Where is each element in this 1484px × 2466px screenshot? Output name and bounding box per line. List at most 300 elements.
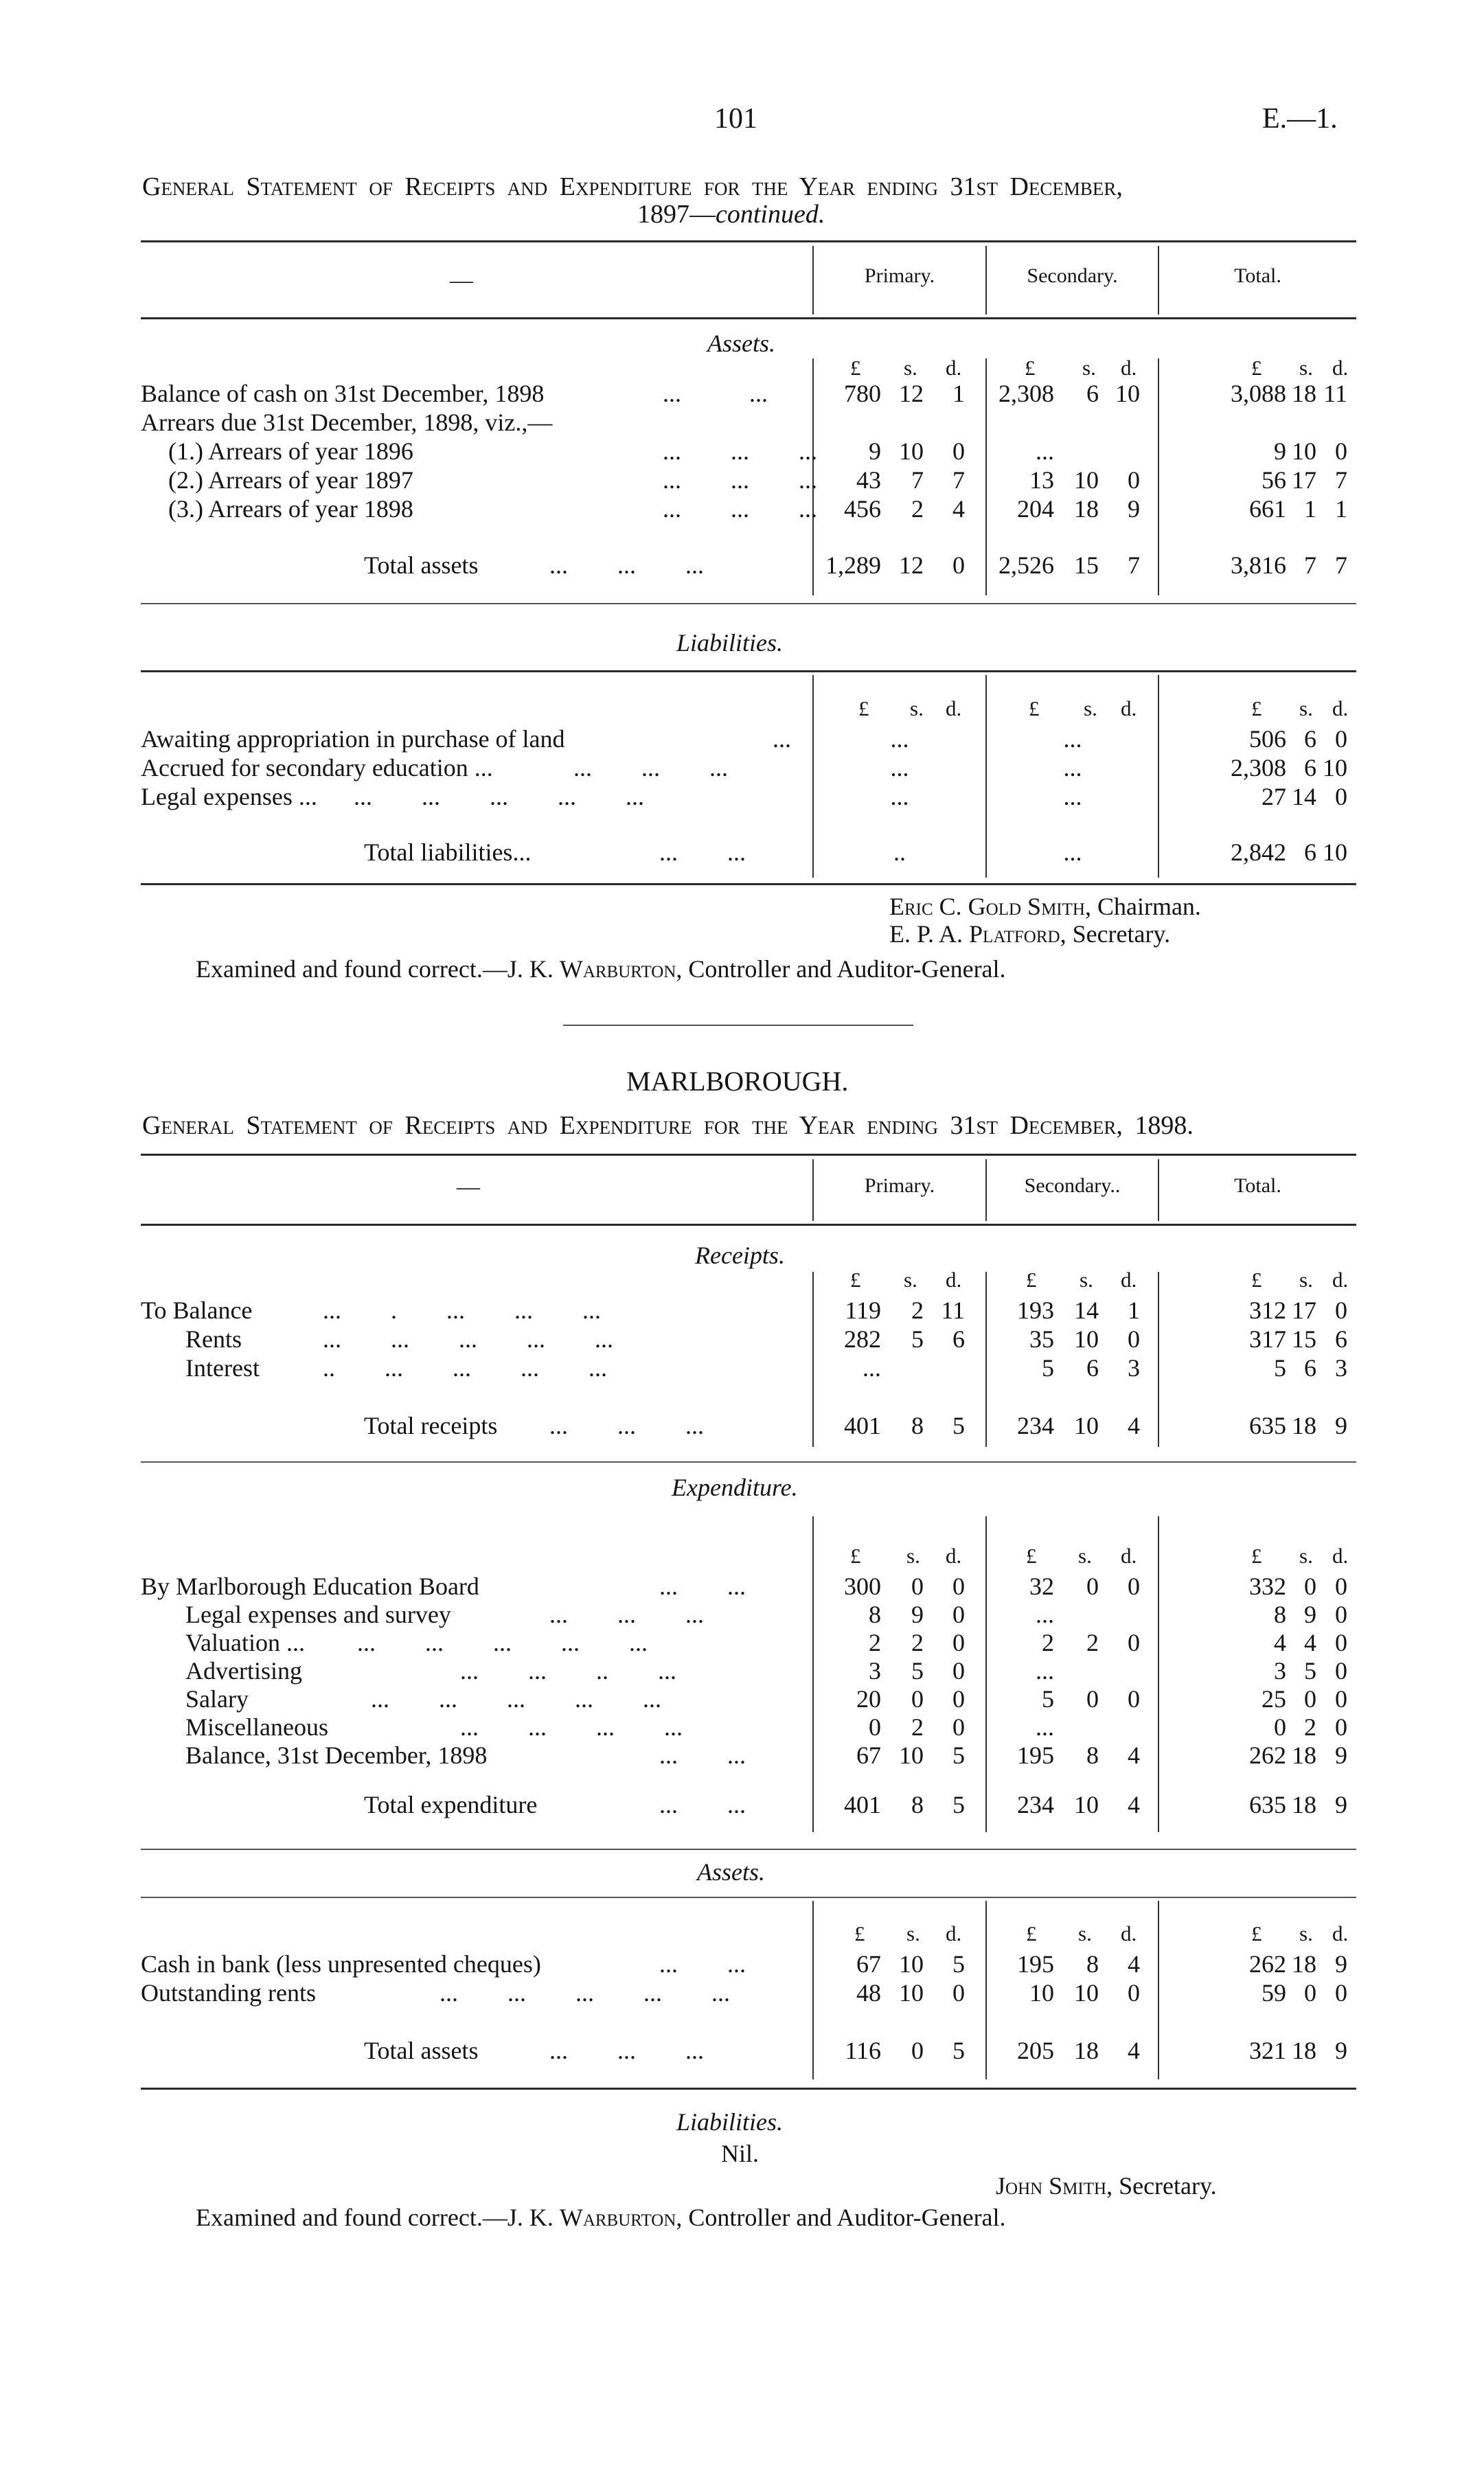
currency-pounds: £ (1251, 356, 1262, 380)
primary-amount: 0 (952, 437, 965, 465)
secondary-amount: ... (1063, 754, 1082, 781)
total-amount: 0 (1335, 783, 1347, 810)
secondary-amount: 2 (1086, 1629, 1099, 1656)
primary-amount: 2 (911, 1297, 924, 1324)
total-amount: 10 (1323, 838, 1347, 866)
primary-amount: 5 (952, 1742, 965, 1769)
row-label: Awaiting appropriation in purchase of land (141, 725, 565, 753)
primary-amount: 282 (844, 1325, 881, 1353)
signature-secretary: John Smith, Secretary. (996, 2172, 1217, 2200)
secondary-amount: 0 (1086, 1573, 1099, 1600)
total-amount: 5 (952, 1791, 965, 1818)
primary-amount: 67 (856, 1742, 881, 1769)
total-amount: 25 (1262, 1685, 1286, 1713)
col-header-blank: — (457, 1174, 480, 1200)
leader-dots: ... ... (659, 1791, 746, 1818)
primary-amount: 9 (911, 1601, 924, 1628)
currency-shillings: s. (1080, 1268, 1093, 1292)
secondary-amount: 10 (1074, 466, 1099, 494)
total-amount: 1,289 (825, 551, 881, 579)
total-amount: 0 (1335, 1629, 1347, 1656)
col-header-total: Total. (1234, 264, 1281, 287)
row-label: Interest (185, 1354, 260, 1382)
table-header-rule (141, 317, 1356, 319)
total-amount: 6 (1304, 1354, 1316, 1382)
primary-amount: 0 (869, 1713, 881, 1741)
row-label: Advertising (185, 1657, 302, 1685)
row-label: Cash in bank (less unpresented cheques) (141, 1950, 541, 1978)
secondary-amount: ... (1036, 1601, 1054, 1628)
secondary-amount: 10 (1029, 1979, 1054, 2007)
leader-dots: ... (773, 725, 791, 753)
col-header-primary: Primary. (864, 1174, 935, 1197)
total-amount: 14 (1292, 783, 1316, 810)
separator-rule (563, 1025, 913, 1026)
total-amount: 18 (1292, 2037, 1316, 2064)
col-header-secondary: Secondary. (1027, 264, 1118, 287)
currency-pence: d. (1332, 1921, 1349, 1945)
primary-amount: 780 (844, 380, 881, 407)
currency-pence: d. (1121, 696, 1137, 720)
total-amount: 6 (1304, 754, 1316, 781)
secondary-amount: 0 (1128, 1685, 1140, 1713)
section-heading-liabilities: Liabilities. (676, 629, 784, 657)
secondary-amount: 4 (1128, 1742, 1140, 1769)
row-label: To Balance (141, 1297, 253, 1324)
total-amount: 401 (844, 1412, 881, 1439)
total-label: Total assets (364, 2037, 479, 2064)
leader-dots: ... ... (659, 1950, 746, 1978)
secondary-amount: ... (1063, 783, 1082, 810)
currency-pounds: £ (1026, 1268, 1037, 1292)
leader-dots: .. ... ... ... ... (323, 1354, 607, 1382)
leader-dots: ... ... ... (573, 754, 728, 781)
total-amount: 2 (1304, 1713, 1316, 1741)
primary-amount: 0 (952, 1685, 965, 1713)
table-header-rule (141, 1224, 1356, 1226)
row-label: By Marlborough Education Board (141, 1573, 479, 1600)
statement-title: General Statement of Receipts and Expenditure for the Year ending 31st December, (142, 172, 1123, 201)
total-amount: .. (893, 838, 906, 866)
statement-title-year: 1897—continued. (637, 200, 825, 229)
row-label: Accrued for secondary education ... (141, 754, 493, 781)
currency-pounds: £ (1025, 356, 1036, 380)
secondary-amount: 3 (1128, 1354, 1140, 1382)
secondary-amount: 193 (1017, 1297, 1054, 1324)
total-amount: 10 (1292, 437, 1316, 465)
secondary-amount: 0 (1128, 1979, 1140, 2007)
row-label: (2.) Arrears of year 1897 (168, 466, 413, 494)
section-rule (141, 1849, 1356, 1850)
total-amount: 7 (1304, 551, 1316, 579)
total-amount: 10 (1323, 754, 1347, 781)
primary-amount: 2 (911, 1629, 924, 1656)
total-amount: 1 (1304, 495, 1316, 523)
currency-pounds: £ (1026, 1544, 1037, 1568)
primary-amount: 5 (911, 1325, 924, 1353)
total-amount: 9 (1335, 1950, 1347, 1978)
secondary-amount: 204 (1017, 495, 1054, 523)
total-amount: 0 (1335, 1685, 1347, 1713)
total-amount: 4 (1274, 1629, 1286, 1656)
total-amount: 4 (1304, 1629, 1316, 1656)
leader-dots: ... . ... ... ... (323, 1297, 601, 1324)
total-amount: 0 (1335, 1297, 1347, 1324)
primary-amount: 2 (869, 1629, 881, 1656)
total-amount: 11 (1323, 380, 1347, 407)
total-label: Total expenditure (364, 1791, 538, 1818)
currency-shillings: s. (906, 1921, 920, 1945)
total-amount: 5 (1274, 1354, 1286, 1382)
page-reference: E.—1. (1262, 103, 1338, 135)
total-amount: 0 (1304, 1573, 1316, 1600)
primary-amount: 0 (911, 1573, 924, 1600)
currency-pounds: £ (850, 1268, 861, 1292)
col-header-secondary: Secondary.. (1024, 1174, 1121, 1197)
total-amount: 18 (1292, 1412, 1316, 1439)
total-amount: 3,816 (1231, 551, 1286, 579)
total-amount: 7 (1335, 551, 1347, 579)
secondary-amount: 1 (1128, 1297, 1140, 1324)
primary-amount: 0 (952, 1979, 965, 2007)
leader-dots: ... ... (659, 838, 746, 866)
total-amount: 2,308 (1231, 754, 1286, 781)
secondary-amount: 2,308 (998, 380, 1054, 407)
currency-pounds: £ (854, 1921, 865, 1945)
total-amount: 8 (911, 1412, 924, 1439)
currency-pence: d. (1121, 1921, 1137, 1945)
col-divider (1158, 1272, 1159, 1447)
secondary-amount: 8 (1086, 1742, 1099, 1769)
col-header-total: Total. (1234, 1174, 1281, 1197)
currency-shillings: s. (910, 696, 924, 720)
leader-dots: ... ... ... (549, 2037, 704, 2064)
total-amount: 9 (1274, 437, 1286, 465)
currency-pence: d. (946, 1268, 962, 1292)
total-label: Total liabilities... (364, 838, 532, 866)
total-amount: 9 (1335, 1742, 1347, 1769)
total-amount: 18 (1292, 1742, 1316, 1769)
total-amount: 3 (1335, 1354, 1347, 1382)
currency-pounds: £ (1251, 696, 1262, 720)
primary-amount: 12 (899, 380, 924, 407)
table-top-rule (141, 240, 1356, 242)
total-amount: 0 (1304, 1979, 1316, 2007)
total-amount: 5 (952, 1412, 965, 1439)
secondary-amount: 14 (1074, 1297, 1099, 1324)
row-label: Rents (185, 1325, 242, 1353)
total-amount: 0 (1335, 1979, 1347, 2007)
currency-pence: d. (946, 356, 962, 380)
row-label: Legal expenses ... (141, 783, 317, 810)
section-heading-liabilities: Liabilities. (676, 2108, 784, 2136)
secondary-amount: 10 (1074, 1325, 1099, 1353)
total-amount: 332 (1249, 1573, 1286, 1600)
currency-pounds: £ (850, 1544, 861, 1568)
secondary-amount: 0 (1128, 1325, 1140, 1353)
total-amount: 56 (1262, 466, 1286, 494)
total-amount: 317 (1249, 1325, 1286, 1353)
table-top-rule (141, 1154, 1356, 1156)
primary-amount: ... (890, 725, 909, 753)
currency-shillings: s. (904, 1268, 917, 1292)
leader-dots: ... ... ... (663, 495, 817, 523)
total-amount: 6 (1335, 1325, 1347, 1353)
secondary-amount: 195 (1017, 1742, 1054, 1769)
primary-amount: 0 (952, 1657, 965, 1685)
leader-dots: ... ... ... ... (460, 1713, 683, 1741)
secondary-amount: 35 (1029, 1325, 1054, 1353)
secondary-amount: 0 (1128, 1573, 1140, 1600)
primary-amount: 4 (952, 495, 965, 523)
col-divider (1158, 358, 1159, 595)
primary-amount: 8 (869, 1601, 881, 1628)
secondary-amount: 8 (1086, 1950, 1099, 1978)
section-rule (141, 1897, 1356, 1898)
total-amount: 18 (1292, 1791, 1316, 1818)
primary-amount: 10 (899, 1742, 924, 1769)
primary-amount: 10 (899, 437, 924, 465)
row-label: Balance, 31st December, 1898 (185, 1742, 488, 1769)
total-amount: 27 (1262, 783, 1286, 810)
primary-amount: 2 (911, 495, 924, 523)
secondary-amount: 0 (1128, 1629, 1140, 1656)
primary-amount: 119 (845, 1297, 881, 1324)
total-amount: 0 (1335, 725, 1347, 753)
total-amount: 18 (1074, 2037, 1099, 2064)
total-amount: 5 (1304, 1657, 1316, 1685)
primary-amount: 5 (911, 1657, 924, 1685)
total-amount: 234 (1017, 1412, 1054, 1439)
secondary-amount: 4 (1128, 1950, 1140, 1978)
total-amount: 2,526 (998, 551, 1054, 579)
total-amount: 8 (1274, 1601, 1286, 1628)
row-label: Balance of cash on 31st December, 1898 (141, 380, 545, 407)
primary-amount: 3 (869, 1657, 881, 1685)
examined-statement: Examined and found correct.—J. K. Warburton, Controller and Auditor-General. (196, 955, 1006, 983)
total-amount: 7 (1128, 551, 1140, 579)
signature-chairman: Eric C. Gold Smith, Chairman. (889, 893, 1201, 920)
total-amount: 0 (952, 551, 965, 579)
total-amount: 312 (1249, 1297, 1286, 1324)
currency-pounds: £ (1251, 1268, 1262, 1292)
primary-amount: 7 (911, 466, 924, 494)
secondary-amount: ... (1063, 725, 1082, 753)
total-amount: 9 (1304, 1601, 1316, 1628)
total-amount: 10 (1074, 1791, 1099, 1818)
table-bottom-rule (141, 883, 1356, 885)
leader-dots: ... ... .. ... (460, 1657, 676, 1685)
secondary-amount: ... (1036, 1657, 1054, 1685)
primary-amount: 2 (911, 1713, 924, 1741)
secondary-amount: 0 (1128, 466, 1140, 494)
section-heading-assets: Assets. (707, 330, 775, 357)
total-amount: 0 (1335, 1713, 1347, 1741)
total-amount: 8 (911, 1791, 924, 1818)
total-amount: 262 (1249, 1950, 1286, 1978)
currency-pence: d. (946, 696, 962, 720)
row-label: Arrears due 31st December, 1898, viz.,— (141, 409, 553, 436)
secondary-amount: 9 (1128, 495, 1140, 523)
currency-shillings: s. (1299, 696, 1313, 720)
primary-amount: 67 (856, 1950, 881, 1978)
district-heading: MARLBOROUGH. (626, 1066, 849, 1097)
currency-shillings: s. (1299, 1544, 1313, 1568)
total-amount: 12 (899, 551, 924, 579)
currency-shillings: s. (1299, 1921, 1313, 1945)
leader-dots: ... ... (663, 380, 768, 407)
total-amount: 9 (1335, 1412, 1347, 1439)
total-amount: 506 (1249, 725, 1286, 753)
secondary-amount: ... (1036, 437, 1054, 465)
currency-shillings: s. (904, 356, 917, 380)
total-amount: 401 (844, 1791, 881, 1818)
currency-pounds: £ (1251, 1921, 1262, 1945)
row-label: Legal expenses and survey (185, 1601, 451, 1628)
total-label: Total receipts (364, 1412, 498, 1439)
currency-pounds: £ (1029, 696, 1040, 720)
leader-dots: ... ... ... (663, 466, 817, 494)
row-label: Miscellaneous (185, 1713, 328, 1741)
total-amount: 1 (1335, 495, 1347, 523)
secondary-amount: 5 (1042, 1354, 1054, 1382)
total-amount: 661 (1249, 495, 1286, 523)
row-label: Valuation ... (185, 1629, 305, 1656)
total-amount: 18 (1292, 380, 1316, 407)
col-header-blank: — (450, 268, 473, 293)
total-amount: 5 (952, 2037, 965, 2064)
total-amount: 0 (1274, 1713, 1286, 1741)
primary-amount: 5 (952, 1950, 965, 1978)
section-rule (141, 603, 1356, 604)
leader-dots: ... ... ... (549, 1412, 704, 1439)
currency-pence: d. (1121, 1268, 1137, 1292)
total-amount: 0 (1304, 1685, 1316, 1713)
total-amount: 15 (1074, 551, 1099, 579)
secondary-amount: ... (1036, 1713, 1054, 1741)
currency-pounds: £ (1026, 1921, 1037, 1945)
leader-dots: ... ... (659, 1742, 746, 1769)
currency-shillings: s. (1084, 696, 1097, 720)
total-amount: 4 (1128, 1412, 1140, 1439)
total-amount: 635 (1249, 1412, 1286, 1439)
total-amount: 116 (845, 2037, 881, 2064)
secondary-amount: 195 (1017, 1950, 1054, 1978)
currency-shillings: s. (1078, 1921, 1092, 1945)
currency-shillings: s. (1082, 356, 1096, 380)
primary-amount: 43 (856, 466, 881, 494)
total-amount: 9 (1335, 1791, 1347, 1818)
total-amount: 59 (1262, 1979, 1286, 2007)
primary-amount: 0 (952, 1601, 965, 1628)
currency-pounds: £ (858, 696, 869, 720)
table-bottom-rule (141, 2088, 1356, 2090)
currency-pence: d. (946, 1921, 962, 1945)
leader-dots: ... ... (659, 1573, 746, 1600)
primary-amount: 10 (899, 1950, 924, 1978)
leader-dots: ... ... ... ... ... (323, 1325, 613, 1353)
total-amount: 321 (1249, 2037, 1286, 2064)
col-divider (1158, 1901, 1159, 2079)
marlborough-statement-title: General Statement of Receipts and Expenditure for the Year ending 31st December, 1898. (142, 1111, 1194, 1140)
currency-pence: d. (1121, 356, 1137, 380)
primary-amount: ... (863, 1354, 881, 1382)
row-label: (1.) Arrears of year 1896 (168, 437, 413, 465)
section-heading-assets: Assets. (697, 1858, 765, 1886)
secondary-amount: 6 (1086, 380, 1099, 407)
signature-secretary: E. P. A. Platford, Secretary. (889, 920, 1171, 948)
primary-amount: 0 (911, 1685, 924, 1713)
primary-amount: 9 (869, 437, 881, 465)
section-heading-receipts: Receipts. (695, 1242, 785, 1269)
liabilities-nil: Nil. (721, 2140, 760, 2167)
total-amount: 4 (1128, 1791, 1140, 1818)
primary-amount: ... (890, 754, 909, 781)
section-rule (141, 670, 1356, 672)
secondary-amount: 5 (1042, 1685, 1054, 1713)
row-label: Salary (185, 1685, 249, 1713)
currency-shillings: s. (906, 1544, 920, 1568)
total-amount: 7 (1335, 466, 1347, 494)
primary-amount: 48 (856, 1979, 881, 2007)
secondary-amount: 0 (1086, 1685, 1099, 1713)
total-amount: 6 (1304, 725, 1316, 753)
currency-shillings: s. (1299, 1268, 1313, 1292)
total-amount: 0 (911, 2037, 924, 2064)
currency-pence: d. (1332, 1544, 1349, 1568)
currency-shillings: s. (1299, 356, 1313, 380)
primary-amount: 20 (856, 1685, 881, 1713)
secondary-amount: 2 (1042, 1629, 1054, 1656)
currency-pounds: £ (1251, 1544, 1262, 1568)
primary-amount: ... (890, 783, 909, 810)
currency-pence: d. (1332, 696, 1349, 720)
primary-amount: 0 (952, 1713, 965, 1741)
total-amount: 635 (1249, 1791, 1286, 1818)
primary-amount: 10 (899, 1979, 924, 2007)
primary-amount: 456 (844, 495, 881, 523)
leader-dots: ... ... ... (549, 551, 704, 579)
currency-pounds: £ (850, 356, 861, 380)
total-amount: 17 (1292, 466, 1316, 494)
currency-pence: d. (1332, 356, 1349, 380)
currency-pence: d. (1121, 1544, 1137, 1568)
leader-dots: ... ... ... ... ... (354, 783, 644, 810)
total-amount: 2,842 (1231, 838, 1286, 866)
total-amount: 6 (1304, 838, 1316, 866)
row-label: (3.) Arrears of year 1898 (168, 495, 413, 523)
leader-dots: ... ... ... (663, 437, 817, 465)
col-divider (1158, 1516, 1159, 1832)
leader-dots: ... ... ... (549, 1601, 704, 1628)
leader-dots: ... ... ... ... ... (371, 1685, 661, 1713)
total-amount: 3 (1274, 1657, 1286, 1685)
total-amount: 0 (1335, 1573, 1347, 1600)
primary-amount: 1 (952, 380, 965, 407)
row-label: Outstanding rents (141, 1979, 316, 2007)
secondary-amount: 18 (1074, 495, 1099, 523)
leader-dots: ... ... ... ... ... (440, 1979, 730, 2007)
secondary-amount: 6 (1086, 1354, 1099, 1382)
section-heading-expenditure: Expenditure. (672, 1474, 798, 1501)
secondary-amount: 10 (1115, 380, 1140, 407)
total-amount: 18 (1292, 1950, 1316, 1978)
secondary-amount: 32 (1029, 1573, 1054, 1600)
primary-amount: 7 (952, 466, 965, 494)
total-amount: 15 (1292, 1325, 1316, 1353)
total-label: Total assets (364, 551, 479, 579)
total-amount: 0 (1335, 1601, 1347, 1628)
